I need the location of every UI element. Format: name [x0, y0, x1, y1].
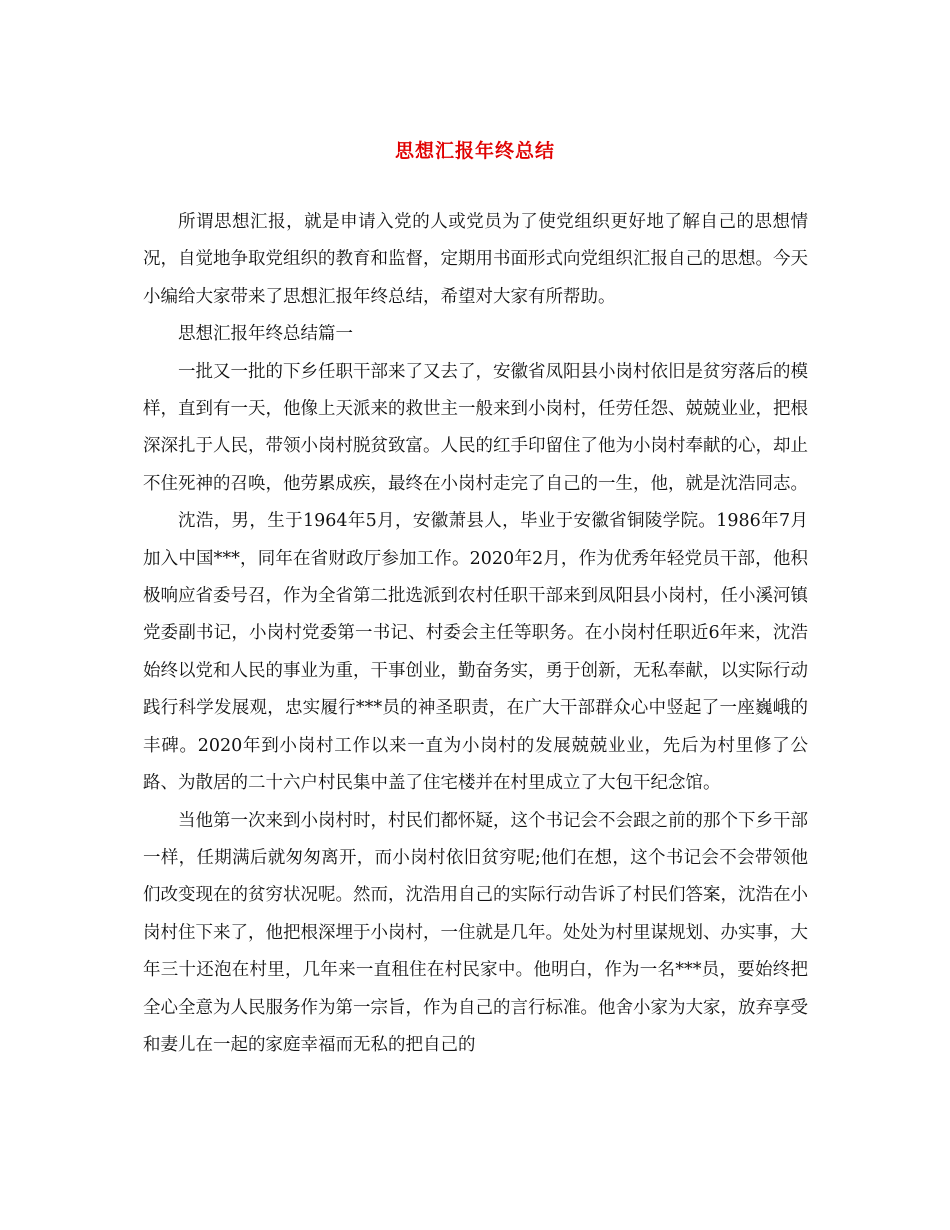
document-body [143, 204, 808, 1064]
paragraph: 沈浩，男，生于1964年5月，安徽萧县人，毕业于安徽省铜陵学院。1986年7月加入中国***，同年在省财政厅参加工作。2020年2月，作为优秀年轻党员干部，他积极响应省委号召，作为全省第二批选派到农村任职干部来到凤阳县小岗村，任小溪河镇党委副书记，小岗村党委第一书记、村委会主任等职务。在小岗村任职近6年来，沈浩始终以党和人民的事业为重，干事创业，勤奋务实，勇于创新，无私奉献，以实际行动践行科学发展观，忠实履行***员的神圣职责，在广大干部群众心中竖起了一座巍峨的丰碑。2020年到小岗村工作以来一直为小岗村的发展兢兢业业，先后为村里修了公路、为散居的二十六户村民集中盖了住宅楼并在村里成立了大包干纪念馆。 [143, 511, 808, 794]
document-title: 思想汇报年终总结 [394, 140, 555, 162]
paragraph: 一批又一批的下乡任职干部来了又去了，安徽省凤阳县小岗村依旧是贫穷落后的模样，直到有一天，他像上天派来的救世主一般来到小岗村，任劳任怨、兢兢业业，把根深深扎于人民，带领小岗村脱贫致富。人民的红手印留住了他为小岗村奉献的心，却止不住死神的召唤，他劳累成疾，最终在小岗村走完了自己的一生，他，就是沈浩同志。 [143, 361, 808, 494]
paragraph: 当他第一次来到小岗村时，村民们都怀疑，这个书记会不会跟之前的那个下乡干部一样，任期满后就匆匆离开，而小岗村依旧贫穷呢;他们在想，这个书记会不会带领他们改变现在的贫穷状况呢。然而，沈浩用自己的实际行动告诉了村民们答案，沈浩在小岗村住下来了，他把根深埋于小岗村，一住就是几年。处处为村里谋规划、办实事，大年三十还泡在村里，几年来一直租住在村民家中。他明白，作为一名***员，要始终把全心全意为人民服务作为第一宗旨，作为自己的言行标准。他舍小家为大家，放弃享受和妻儿在一起的家庭幸福而无私的把自己的 [143, 810, 808, 1055]
paragraph-intro: 所谓思想汇报，就是申请入党的人或党员为了使党组织更好地了解自己的思想情况，自觉地争取党组织的教育和监督，定期用书面形式向党组织汇报自己的思想。今天小编给大家带来了思想汇报年终总结，希望对大家有所帮助。 [143, 212, 808, 307]
section-heading: 思想汇报年终总结篇一 [178, 324, 353, 345]
